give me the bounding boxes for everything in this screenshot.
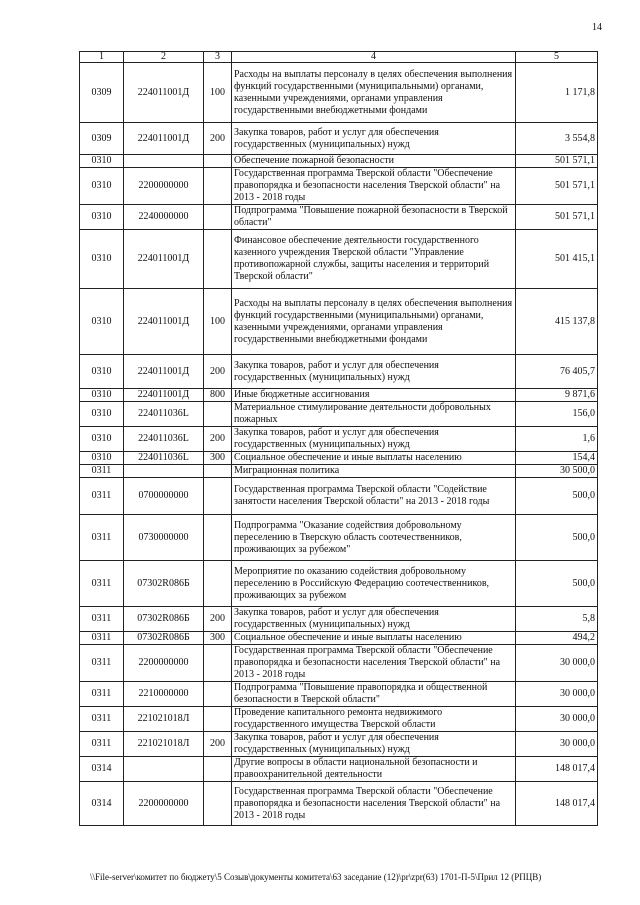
description-cell: Социальное обеспечение и иные выплаты населению: [232, 452, 516, 465]
header-col-4: 4: [232, 52, 516, 63]
target-article-cell: 221021018Л: [124, 707, 204, 732]
description-cell: Другие вопросы в области национальной безопасности и правоохранительной деятельности: [232, 757, 516, 782]
description-cell: Подпрограмма "Повышение правопорядка и общественной безопасности в Тверской области": [232, 682, 516, 707]
table-row: [80, 757, 598, 782]
amount-cell: 501 571,1: [516, 168, 598, 205]
budget-table: [79, 51, 598, 826]
table-row: [80, 230, 598, 289]
section-code-cell: 0314: [80, 782, 124, 826]
amount-cell: 30 000,0: [516, 732, 598, 757]
table-row: [80, 732, 598, 757]
target-article-cell: 224011036L: [124, 427, 204, 452]
description-cell: Финансовое обеспечение деятельности государственного казенного учреждения Тверской области "Управление противопожарной службы, защиты населения и территорий Тверской области": [232, 230, 516, 289]
amount-cell: 148 017,4: [516, 757, 598, 782]
target-article-cell: 224011001Д: [124, 63, 204, 123]
section-code-cell: 0310: [80, 389, 124, 402]
amount-cell: 30 000,0: [516, 645, 598, 682]
table-row: [80, 123, 598, 155]
description-cell: Закупка товаров, работ и услуг для обеспечения государственных (муниципальных) нужд: [232, 123, 516, 155]
amount-cell: 30 500,0: [516, 465, 598, 478]
table-row: [80, 63, 598, 123]
target-article-cell: 224011001Д: [124, 389, 204, 402]
expense-type-cell: 100: [204, 63, 232, 123]
description-cell: Подпрограмма "Оказание содействия добровольному переселению в Тверскую область соотечественников, проживающих за рубежом": [232, 515, 516, 561]
section-code-cell: 0311: [80, 515, 124, 561]
section-code-cell: 0311: [80, 478, 124, 515]
table-row: [80, 682, 598, 707]
description-cell: Расходы на выплаты персоналу в целях обеспечения выполнения функций государственными (муниципальными) органами, казенными учреждениями, органами управления государственными внебюджетными фондами: [232, 289, 516, 355]
section-code-cell: 0311: [80, 682, 124, 707]
section-code-cell: 0314: [80, 757, 124, 782]
table-row: [80, 707, 598, 732]
expense-type-cell: [204, 707, 232, 732]
table-row: [80, 427, 598, 452]
description-cell: Расходы на выплаты персоналу в целях обеспечения выполнения функций государственными (муниципальными) органами, казенными учреждениями, органами управления государственными внебюджетными фондами: [232, 63, 516, 123]
description-cell: Миграционная политика: [232, 465, 516, 478]
section-code-cell: 0311: [80, 732, 124, 757]
target-article-cell: 221021018Л: [124, 732, 204, 757]
table-row: [80, 289, 598, 355]
description-cell: Государственная программа Тверской области "Обеспечение правопорядка и безопасности населения Тверской области" на 2013 - 2018 годы: [232, 168, 516, 205]
table-row: [80, 645, 598, 682]
page-number: 14: [592, 22, 602, 33]
amount-cell: 156,0: [516, 402, 598, 427]
amount-cell: 1 171,8: [516, 63, 598, 123]
description-cell: Закупка товаров, работ и услуг для обеспечения государственных (муниципальных) нужд: [232, 355, 516, 389]
section-code-cell: 0311: [80, 465, 124, 478]
amount-cell: 1,6: [516, 427, 598, 452]
target-article-cell: [124, 155, 204, 168]
expense-type-cell: [204, 757, 232, 782]
section-code-cell: 0311: [80, 707, 124, 732]
target-article-cell: 0700000000: [124, 478, 204, 515]
amount-cell: 501 571,1: [516, 205, 598, 230]
expense-type-cell: 200: [204, 607, 232, 632]
description-cell: Материальное стимулирование деятельности добровольных пожарных: [232, 402, 516, 427]
header-col-5: 5: [516, 52, 598, 63]
description-cell: Проведение капитального ремонта недвижимого государственного имущества Тверской области: [232, 707, 516, 732]
description-cell: Государственная программа Тверской области "Обеспечение правопорядка и безопасности населения Тверской области" на 2013 - 2018 годы: [232, 645, 516, 682]
description-cell: Подпрограмма "Повышение пожарной безопасности в Тверской области": [232, 205, 516, 230]
target-article-cell: 2210000000: [124, 682, 204, 707]
target-article-cell: 2200000000: [124, 782, 204, 826]
table-row: [80, 465, 598, 478]
expense-type-cell: [204, 782, 232, 826]
amount-cell: 30 000,0: [516, 707, 598, 732]
table-row: [80, 632, 598, 645]
description-cell: Государственная программа Тверской области "Содействие занятости населения Тверской области" на 2013 - 2018 годы: [232, 478, 516, 515]
expense-type-cell: 200: [204, 427, 232, 452]
section-code-cell: 0310: [80, 155, 124, 168]
expense-type-cell: 200: [204, 355, 232, 389]
expense-type-cell: [204, 402, 232, 427]
description-cell: Обеспечение пожарной безопасности: [232, 155, 516, 168]
target-article-cell: 07302R086Б: [124, 607, 204, 632]
amount-cell: 500,0: [516, 515, 598, 561]
section-code-cell: 0311: [80, 607, 124, 632]
expense-type-cell: [204, 645, 232, 682]
amount-cell: 501 415,1: [516, 230, 598, 289]
section-code-cell: 0310: [80, 402, 124, 427]
expense-type-cell: [204, 515, 232, 561]
expense-type-cell: 200: [204, 123, 232, 155]
expense-type-cell: [204, 682, 232, 707]
target-article-cell: 0730000000: [124, 515, 204, 561]
table-row: [80, 452, 598, 465]
section-code-cell: 0311: [80, 645, 124, 682]
expense-type-cell: [204, 465, 232, 478]
table-row: [80, 515, 598, 561]
section-code-cell: 0310: [80, 168, 124, 205]
target-article-cell: 2200000000: [124, 645, 204, 682]
section-code-cell: 0310: [80, 205, 124, 230]
table-row: [80, 168, 598, 205]
target-article-cell: 224011001Д: [124, 289, 204, 355]
amount-cell: 154,4: [516, 452, 598, 465]
table-row: [80, 389, 598, 402]
table-row: [80, 402, 598, 427]
file-path-footer: \\File-server\комитет по бюджету\5 Созыв\документы комитета\63 заседание (12)\pr\zpr(63) 1701-П-5\Прил 12 (РПЦВ): [90, 872, 542, 882]
amount-cell: 500,0: [516, 561, 598, 607]
expense-type-cell: 800: [204, 389, 232, 402]
amount-cell: 501 571,1: [516, 155, 598, 168]
target-article-cell: 224011036L: [124, 452, 204, 465]
expense-type-cell: [204, 168, 232, 205]
description-cell: Закупка товаров, работ и услуг для обеспечения государственных (муниципальных) нужд: [232, 732, 516, 757]
expense-type-cell: [204, 230, 232, 289]
table-row: [80, 355, 598, 389]
header-col-3: 3: [204, 52, 232, 63]
target-article-cell: 224011001Д: [124, 123, 204, 155]
table-row: [80, 205, 598, 230]
description-cell: Государственная программа Тверской области "Обеспечение правопорядка и безопасности населения Тверской области" на 2013 - 2018 годы: [232, 782, 516, 826]
description-cell: Мероприятие по оказанию содействия добровольному переселению в Российскую Федерацию соотечественников, проживающих за рубежом: [232, 561, 516, 607]
section-code-cell: 0309: [80, 123, 124, 155]
expense-type-cell: [204, 155, 232, 168]
target-article-cell: 07302R086Б: [124, 561, 204, 607]
table-row: [80, 478, 598, 515]
expense-type-cell: 300: [204, 632, 232, 645]
table-row: [80, 782, 598, 826]
expense-type-cell: 300: [204, 452, 232, 465]
target-article-cell: 07302R086Б: [124, 632, 204, 645]
section-code-cell: 0310: [80, 355, 124, 389]
section-code-cell: 0310: [80, 427, 124, 452]
amount-cell: 5,8: [516, 607, 598, 632]
section-code-cell: 0310: [80, 452, 124, 465]
target-article-cell: 2200000000: [124, 168, 204, 205]
expense-type-cell: [204, 205, 232, 230]
description-cell: Закупка товаров, работ и услуг для обеспечения государственных (муниципальных) нужд: [232, 427, 516, 452]
table-row: [80, 155, 598, 168]
target-article-cell: 224011036L: [124, 402, 204, 427]
description-cell: Закупка товаров, работ и услуг для обеспечения государственных (муниципальных) нужд: [232, 607, 516, 632]
section-code-cell: 0310: [80, 289, 124, 355]
target-article-cell: [124, 465, 204, 478]
expense-type-cell: [204, 561, 232, 607]
expense-type-cell: [204, 478, 232, 515]
header-col-1: 1: [80, 52, 124, 63]
amount-cell: 30 000,0: [516, 682, 598, 707]
section-code-cell: 0310: [80, 230, 124, 289]
table-header-row: [80, 52, 598, 63]
amount-cell: 415 137,8: [516, 289, 598, 355]
target-article-cell: 224011001Д: [124, 230, 204, 289]
description-cell: Социальное обеспечение и иные выплаты населению: [232, 632, 516, 645]
amount-cell: 500,0: [516, 478, 598, 515]
header-col-2: 2: [124, 52, 204, 63]
target-article-cell: [124, 757, 204, 782]
amount-cell: 494,2: [516, 632, 598, 645]
section-code-cell: 0311: [80, 561, 124, 607]
section-code-cell: 0311: [80, 632, 124, 645]
description-cell: Иные бюджетные ассигнования: [232, 389, 516, 402]
section-code-cell: 0309: [80, 63, 124, 123]
expense-type-cell: 200: [204, 732, 232, 757]
target-article-cell: 2240000000: [124, 205, 204, 230]
amount-cell: 3 554,8: [516, 123, 598, 155]
table-row: [80, 607, 598, 632]
table-row: [80, 561, 598, 607]
amount-cell: 76 405,7: [516, 355, 598, 389]
amount-cell: 9 871,6: [516, 389, 598, 402]
target-article-cell: 224011001Д: [124, 355, 204, 389]
expense-type-cell: 100: [204, 289, 232, 355]
amount-cell: 148 017,4: [516, 782, 598, 826]
